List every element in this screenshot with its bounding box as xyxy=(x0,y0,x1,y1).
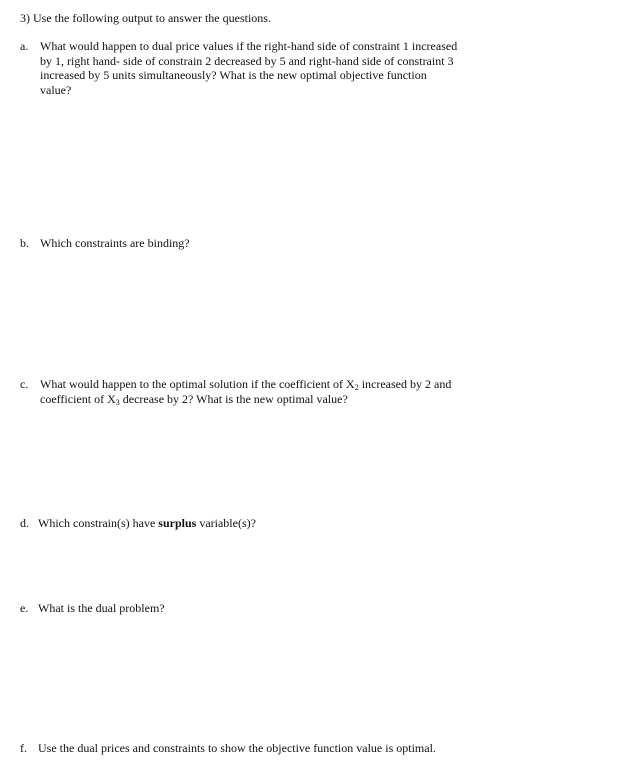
question-text-part: variable(s)? xyxy=(196,516,256,530)
question-f xyxy=(20,741,460,756)
emphasis-surplus: surplus xyxy=(158,516,197,530)
question-text xyxy=(38,516,460,531)
question-letter: d. xyxy=(20,516,29,530)
question-letter: b. xyxy=(20,236,29,250)
question-text-part: What would happen to the optimal solution if the coefficient of X xyxy=(40,377,355,391)
question-letter: c. xyxy=(20,377,29,391)
subscript: 3 xyxy=(115,397,120,407)
section-heading: 3) Use the following output to answer the questions. xyxy=(20,11,271,25)
question-b xyxy=(20,236,460,251)
question-text-part: increased by 2 and coefficient of X xyxy=(40,377,452,406)
question-c xyxy=(20,377,460,406)
question-letter: e. xyxy=(20,601,29,615)
question-text-part: decrease by 2? What is the new optimal value? xyxy=(119,391,348,406)
subscript: 2 xyxy=(354,383,359,392)
question-text-part: Which constrain(s) have xyxy=(38,516,159,530)
question-d xyxy=(20,516,460,531)
question-text xyxy=(40,377,460,406)
question-text: What is the dual problem? xyxy=(38,601,165,615)
question-a xyxy=(20,39,460,97)
question-letter: f. xyxy=(20,741,27,755)
question-text: What would happen to dual price values if the right-hand side of constraint 1 increased by 1, right hand- side of constrain 2 decreased by 5 and right-hand side of constraint 3 increased by 5 units simultaneously? What is the new optimal objective function value? xyxy=(40,39,458,97)
question-e xyxy=(20,601,460,616)
question-text: Which constraints are binding? xyxy=(40,236,190,250)
question-letter: a. xyxy=(20,39,29,53)
question-text: Use the dual prices and constraints to show the objective function value is optimal. xyxy=(38,741,436,755)
